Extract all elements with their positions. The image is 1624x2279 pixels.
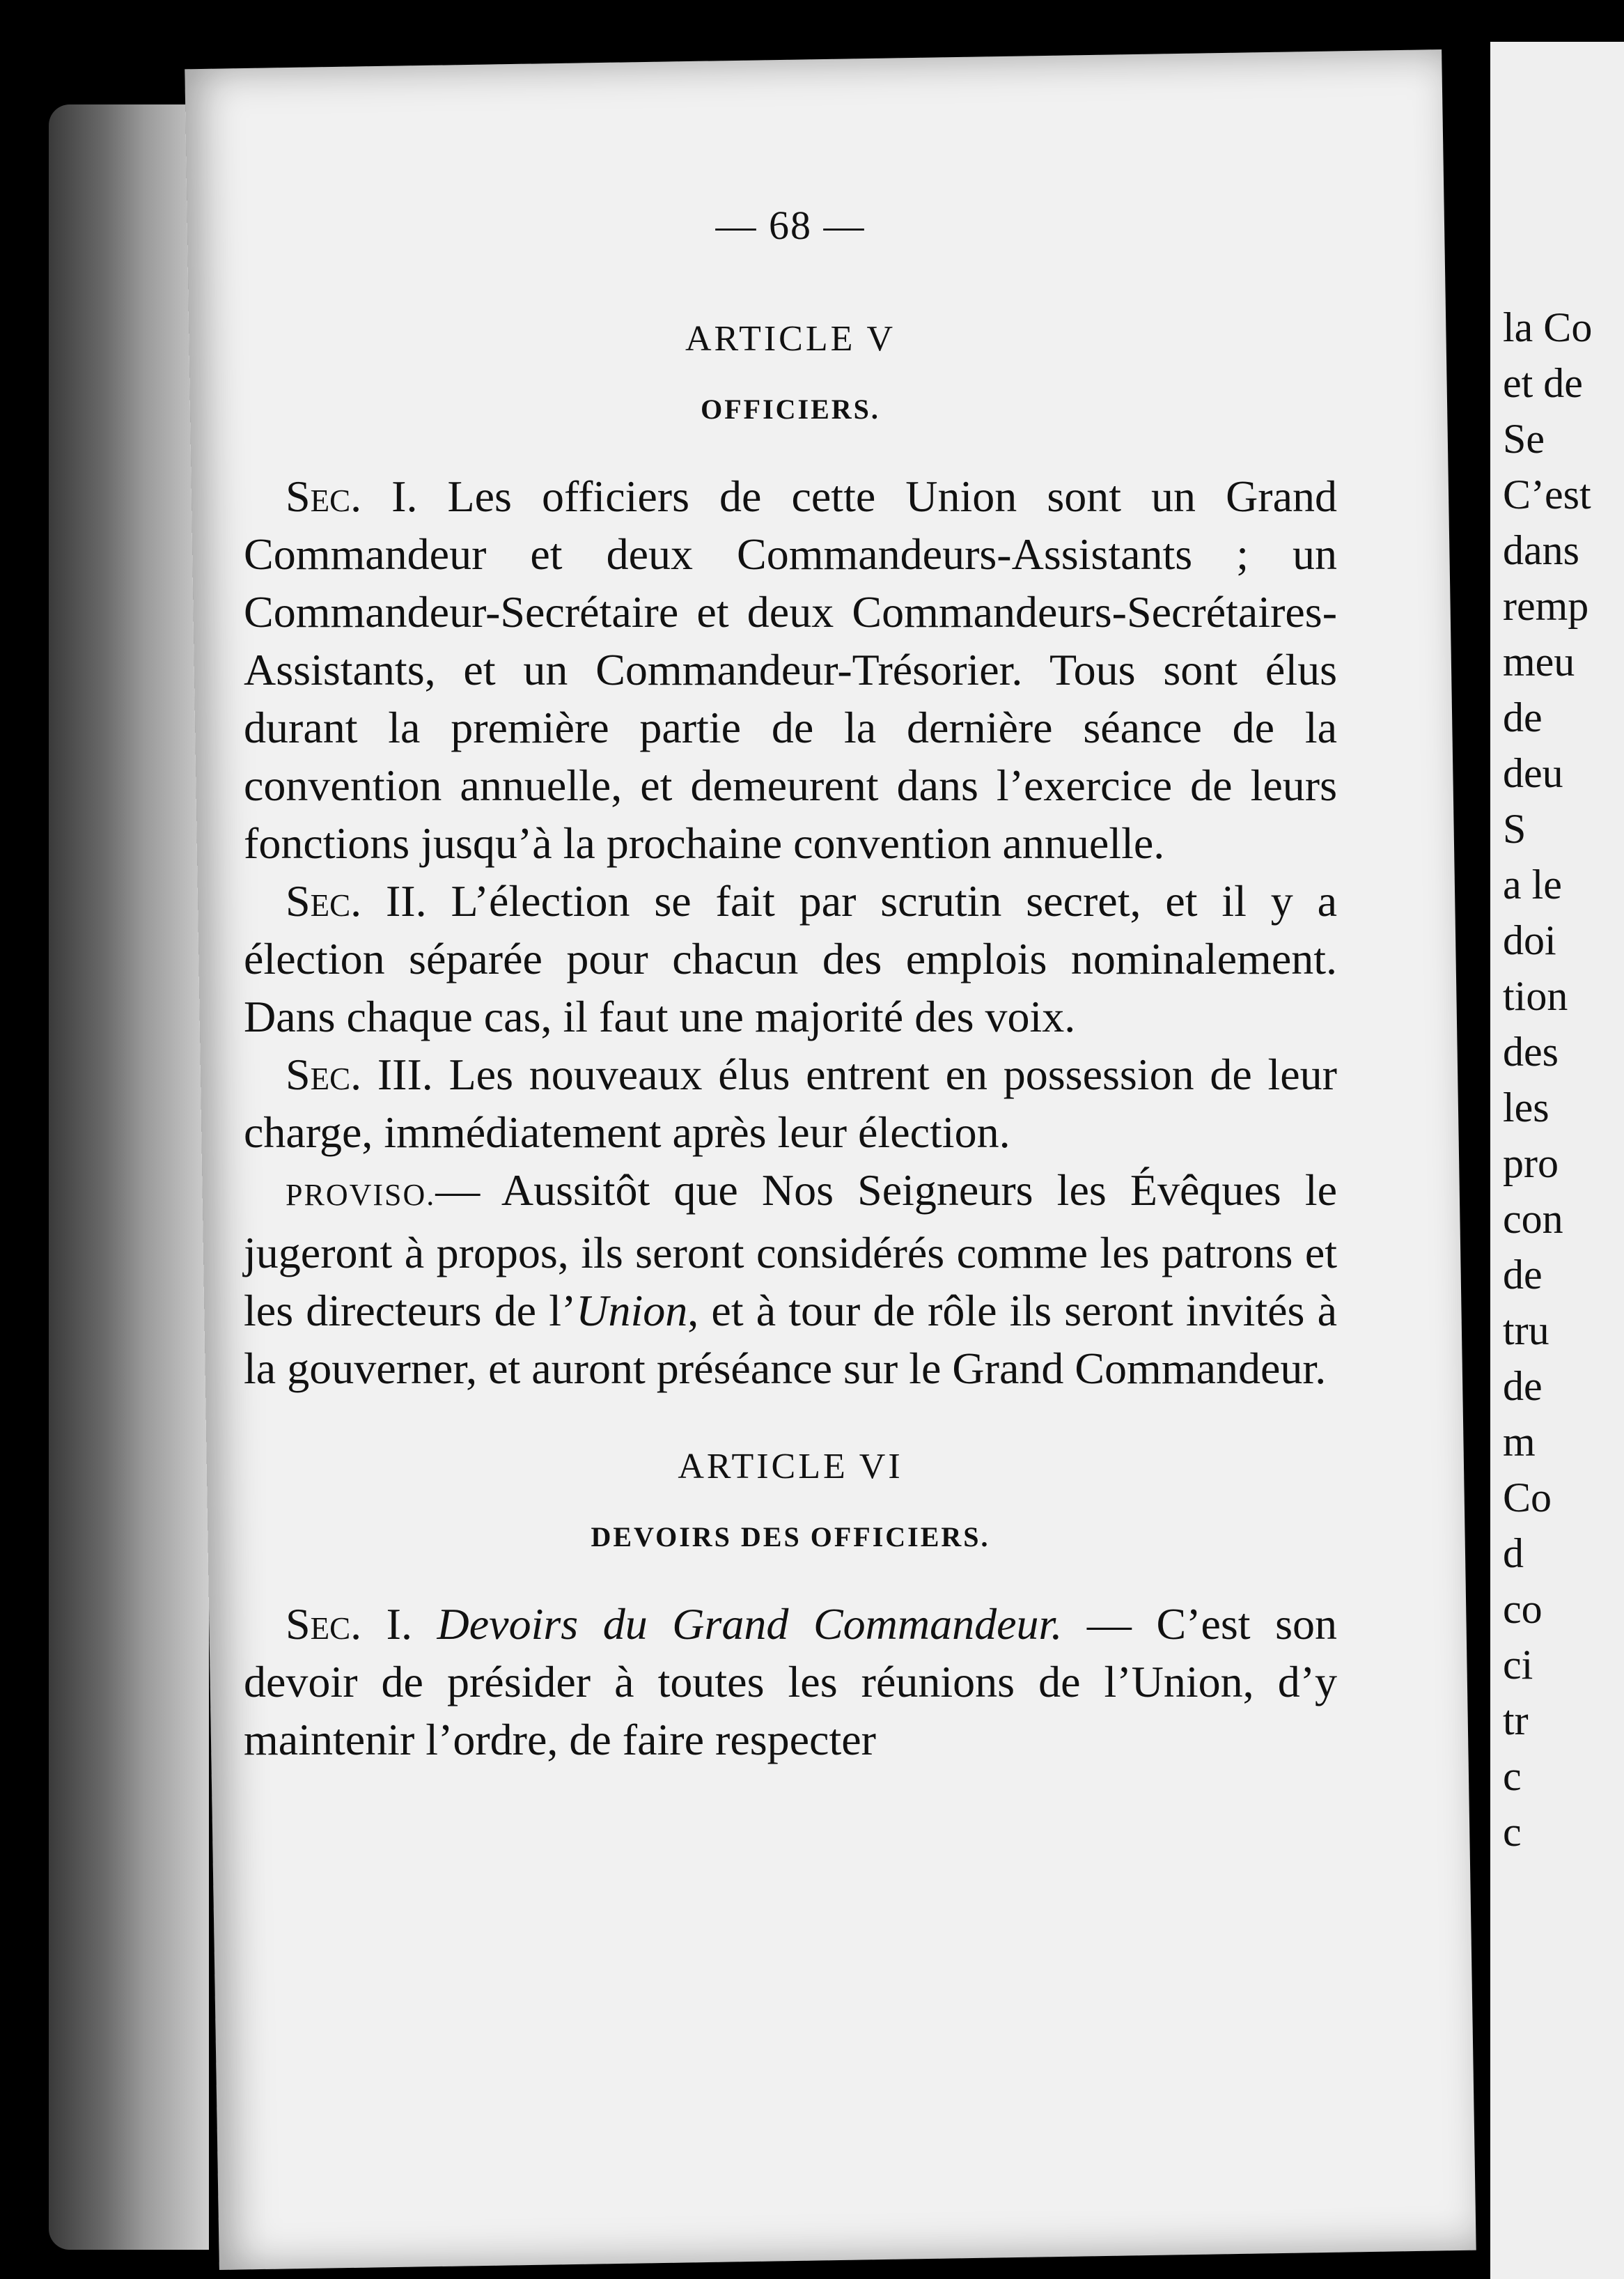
article-title: ARTICLE V [685,319,896,359]
proviso-label: PROVISO. [286,1178,436,1212]
facing-page-line: remp [1503,583,1589,629]
paragraph-text: — Aussitôt que Nos Seigneurs les Évêques le jugeront à propos, ils seront considérés comme les patrons et les directeurs de l’ [244,1165,1337,1335]
facing-page-line: c [1503,1809,1522,1855]
facing-page-line: la Co [1503,304,1593,350]
facing-page-line: d [1503,1530,1524,1576]
page-number: — 68 — [715,203,866,248]
paragraph-text: — C’est son devoir de présider à toutes les réunions de l’Union, d’y maintenir l’ordre, de faire respecter [244,1599,1338,1764]
paragraph-proviso [244,1161,1337,1397]
paragraph-sec-2 [244,872,1337,1045]
paragraph-text: , et à tour de rôle ils seront invités à la gouverner, et auront préséance sur le Grand Commandeur. [244,1286,1337,1393]
paragraph-sec-1 [244,467,1337,872]
facing-page-line: S [1503,806,1527,852]
section-heading: OFFICIERS. [701,394,880,425]
italic-term: Union [576,1286,688,1335]
book-page-edges [49,104,209,2250]
section-label: Sec. II. [286,876,427,926]
facing-page-line: co [1503,1586,1543,1632]
italic-heading: Devoirs du Grand Commandeur. [437,1599,1063,1649]
facing-page-line: meu [1503,639,1575,685]
facing-page-line: deu [1503,750,1563,796]
section-label: Sec. I. [286,1599,412,1649]
facing-page-line: ci [1503,1642,1533,1688]
facing-page-line: m [1503,1419,1536,1465]
paragraph-sec-3 [244,1045,1337,1161]
facing-page-line: doi [1503,917,1556,963]
paragraph-text: Les nouveaux élus entrent en possession de leur charge, immédiatement après leur élection. [244,1050,1337,1157]
facing-page-line: Se [1503,416,1545,462]
facing-page-line: tru [1503,1307,1549,1353]
page-content [244,202,1337,1768]
facing-page-line: dans [1503,527,1579,573]
facing-page-line: C’est [1503,472,1591,518]
facing-page-line: et de [1503,360,1583,406]
paragraph-text: L’élection se fait par scrutin secret, et il y a élection séparée pour chacun des emplois nominalement. Dans chaque cas, il faut une majorité des voix. [244,876,1338,1041]
facing-page-line: des [1503,1029,1559,1075]
facing-page-line: Co [1503,1475,1552,1520]
facing-page-line: de [1503,694,1543,740]
facing-page-line: tion [1503,973,1568,1019]
facing-page-line: pro [1503,1140,1559,1186]
paragraph-sec-1-duties [244,1595,1337,1768]
section-label: Sec. III. [286,1050,433,1099]
facing-page-line: tr [1503,1697,1529,1743]
facing-page-line: a le [1503,862,1562,908]
facing-page-line: les [1503,1084,1549,1130]
section-label: Sec. I. [286,472,418,521]
facing-page-line: c [1503,1753,1522,1799]
section-heading: DEVOIRS DES OFFICIERS. [591,1521,990,1553]
facing-page [1490,42,1624,2279]
facing-page-line: de [1503,1363,1543,1409]
facing-page-line: con [1503,1196,1563,1242]
article-title: ARTICLE VI [678,1447,903,1486]
facing-page-line: de [1503,1252,1543,1298]
paragraph-text: Les officiers de cette Union sont un Grand Commandeur et deux Commandeurs-Assistants ; un Commandeur-Secrétaire et deux Commandeurs-Secrétaires-Assistants, et un Commandeur-Trésorier. Tous sont élus durant la première partie de la dernière séance de la convention annuelle, et demeurent dans l’exercice de leurs fonctions jusqu’à la prochaine convention annuelle. [244,472,1338,868]
